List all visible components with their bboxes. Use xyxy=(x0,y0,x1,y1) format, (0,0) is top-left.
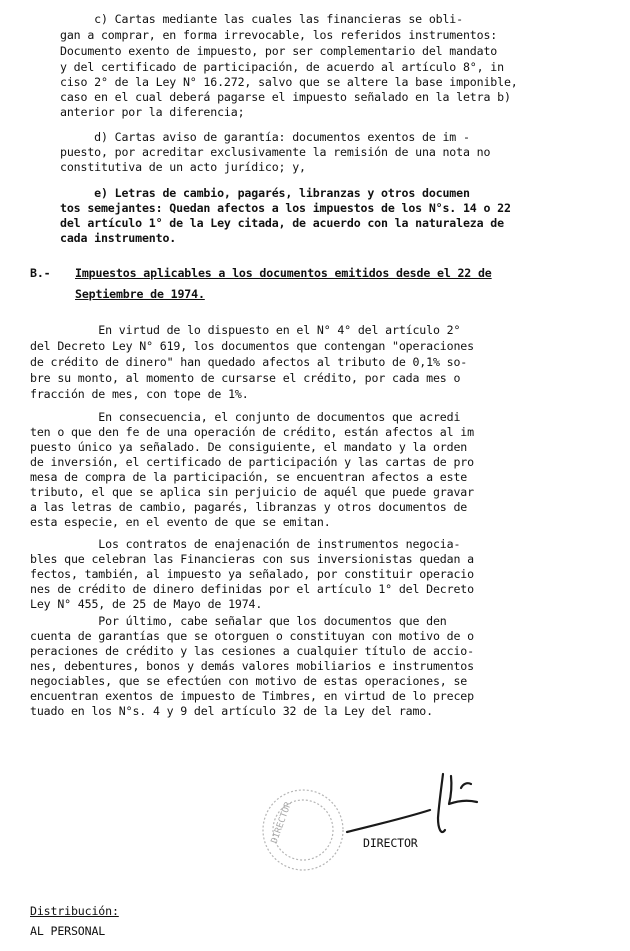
text-line: fectos, también, al impuesto ya señalado, por constituir operacio xyxy=(30,567,474,581)
section-title: Impuestos aplicables a los documentos emitidos desde el 22 de xyxy=(75,266,492,280)
text-line: Ley N° 455, de 25 de Mayo de 1974. xyxy=(30,597,263,611)
text-line: de inversión, el certificado de participación y las cartas de pro xyxy=(30,455,474,469)
text-line: ten o que den fe de una operación de crédito, están afectos al im xyxy=(30,425,474,439)
text-line: bre su monto, al momento de cursarse el crédito, por cada mes o xyxy=(30,371,461,385)
distribution-label: Distribución: xyxy=(30,904,119,918)
text-line: e) Letras de cambio, pagarés, libranzas y otros documen xyxy=(60,186,470,200)
text-line: En virtud de lo dispuesto en el N° 4° del artículo 2° xyxy=(30,323,461,337)
text-line: puesto único ya señalado. De consiguiente, el mandato y la orden xyxy=(30,440,468,454)
text-line: bles que celebran las Financieras con sus inversionistas quedan a xyxy=(30,552,474,566)
text-line: tuado en los N°s. 4 y 9 del artículo 32 de la Ley del ramo. xyxy=(30,704,433,718)
text-line: negociables, que se efectúen con motivo de estas operaciones, se xyxy=(30,674,468,688)
text-line: Los contratos de enajenación de instrumentos negocia- xyxy=(30,537,461,551)
section-title: Septiembre de 1974. xyxy=(75,287,205,301)
text-line: cuenta de garantías que se otorguen o constituyan con motivo de o xyxy=(30,629,474,643)
text-line: Documento exento de impuesto, por ser complementario del mandato xyxy=(60,44,498,58)
text-line: tos semejantes: Quedan afectos a los impuestos de los N°s. 14 o 22 xyxy=(60,201,511,215)
text-line: Por último, cabe señalar que los documentos que den xyxy=(30,614,447,628)
text-line: del Decreto Ley N° 619, los documentos que contengan "operaciones xyxy=(30,339,474,353)
signatory-role: DIRECTOR xyxy=(363,836,418,850)
text-line: fracción de mes, con tope de 1%. xyxy=(30,387,249,401)
text-line: a las letras de cambio, pagarés, libranzas y otros documentos de xyxy=(30,500,468,514)
text-line: de crédito de dinero" han quedado afectos al tributo de 0,1% so- xyxy=(30,355,468,369)
section-label: B.- xyxy=(30,266,51,280)
text-line: encuentran exentos de impuesto de Timbres, en virtud de lo precep xyxy=(30,689,474,703)
text-line: ciso 2° de la Ley N° 16.272, salvo que se altere la base imponible, xyxy=(60,75,518,89)
text-line: c) Cartas mediante las cuales las financieras se obli- xyxy=(60,12,463,26)
text-line: puesto, por acreditar exclusivamente la remisión de una nota no xyxy=(60,145,491,159)
text-line: cada instrumento. xyxy=(60,231,177,245)
text-line: esta especie, en el evento de que se emitan. xyxy=(30,515,331,529)
text-line: nes de crédito de dinero definidas por el artículo 1° del Decreto xyxy=(30,582,474,596)
text-line: mesa de compra de la participación, se encuentran afectos a este xyxy=(30,470,468,484)
text-line: caso en el cual deberá pagarse el impuesto señalado en la letra b) xyxy=(60,90,511,104)
text-line: nes, debentures, bonos y demás valores mobiliarios e instrumentos xyxy=(30,659,474,673)
text-line: del artículo 1° de la Ley citada, de acuerdo con la naturaleza de xyxy=(60,216,504,230)
signature-icon xyxy=(255,770,485,880)
text-line: d) Cartas aviso de garantía: documentos exentos de im - xyxy=(60,130,470,144)
text-line: constitutiva de un acto jurídico; y, xyxy=(60,160,306,174)
text-line: gan a comprar, en forma irrevocable, los referidos instrumentos: xyxy=(60,28,498,42)
text-line: En consecuencia, el conjunto de documentos que acredi xyxy=(30,410,461,424)
text-line: tributo, el que se aplica sin perjuicio de aquél que puede gravar xyxy=(30,485,474,499)
seal-text: DIRECTOR xyxy=(269,800,294,845)
text-line: anterior por la diferencia; xyxy=(60,105,245,119)
signature-strokes xyxy=(347,774,477,832)
text-line: y del certificado de participación, de acuerdo al artículo 8°, in xyxy=(60,60,504,74)
distribution-recipient: AL PERSONAL xyxy=(30,924,106,938)
text-line: peraciones de crédito y las cesiones a cualquier título de accio- xyxy=(30,644,474,658)
